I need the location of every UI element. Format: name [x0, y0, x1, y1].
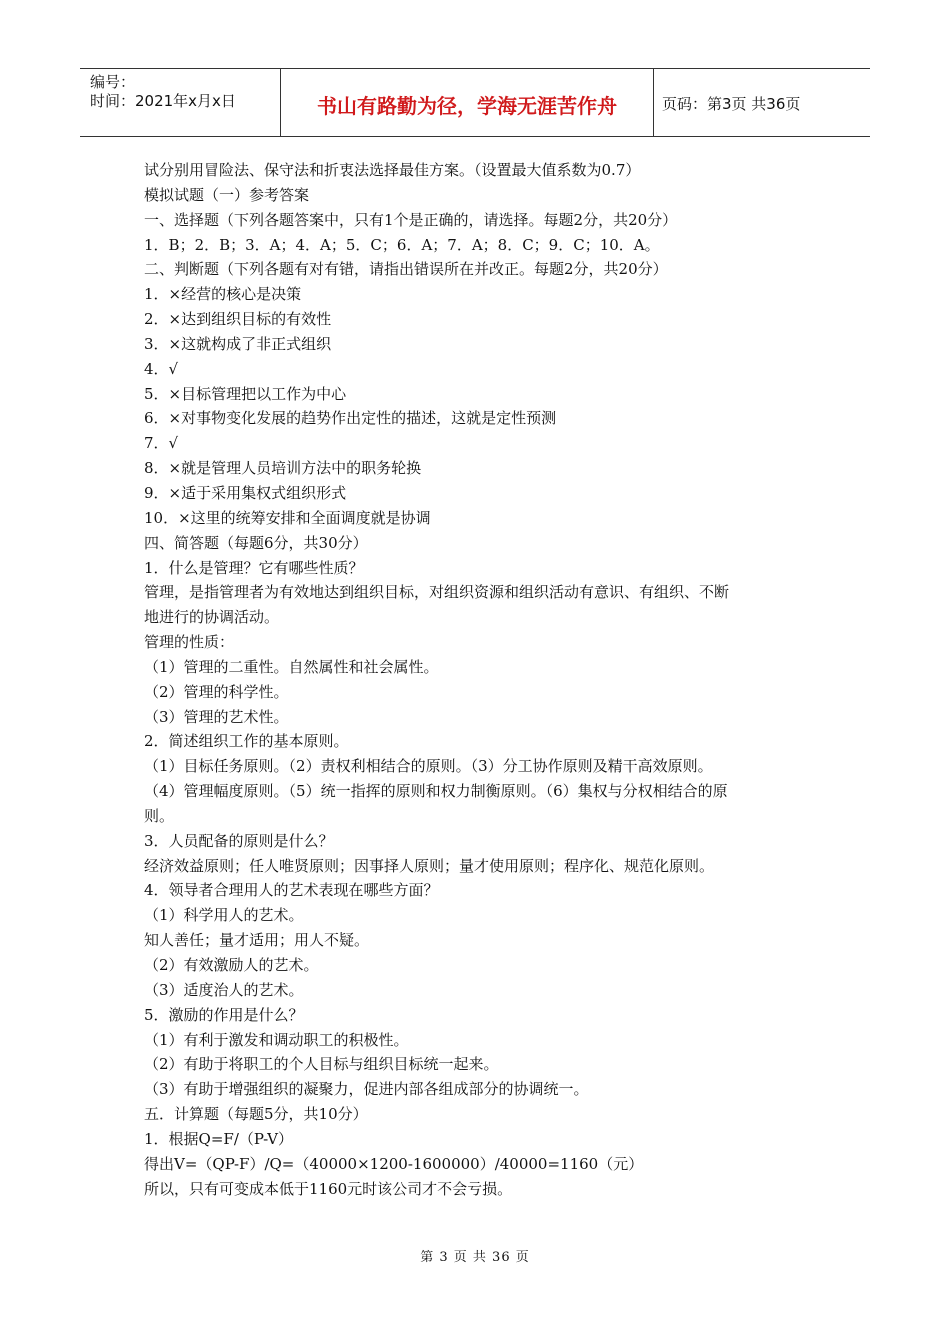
body-line: 模拟试题（一）参考答案: [144, 185, 310, 204]
body-line: 6．×对事物变化发展的趋势作出定性的描述，这就是定性预测: [144, 409, 557, 428]
body-line: 4．领导者合理用人的艺术表现在哪些方面？: [144, 881, 439, 900]
body-line: 四、简答题（每题6分，共30分）: [144, 533, 368, 552]
body-line: （3）有助于增强组织的凝聚力，促进内部各组成部分的协调统一。: [144, 1080, 589, 1099]
body-line: 管理，是指管理者为有效地达到组织目标，对组织资源和组织活动有意识、有组织、不断: [144, 583, 730, 602]
body-line: 知人善任；量才适用；用人不疑。: [144, 931, 370, 950]
body-line: 一、选择题（下列各题答案中，只有1个是正确的，请选择。每题2分，共20分）: [144, 210, 678, 229]
time-label: 时间：2021年x月x日: [90, 92, 236, 110]
number-label: 编号：: [90, 73, 136, 91]
body-line: 所以，只有可变成本低于1160元时该公司才不会亏损。: [144, 1179, 513, 1198]
body-line: （1）科学用人的艺术。: [144, 906, 304, 925]
body-line: （3）管理的艺术性。: [144, 707, 289, 726]
page-header: [80, 68, 870, 137]
body-line: （1）有利于激发和调动职工的积极性。: [144, 1030, 409, 1049]
header-meta-cell: [80, 69, 281, 136]
body-line: 得出V=（QP-F）/Q=（40000×1200-1600000）/40000=1160（元）: [144, 1154, 644, 1173]
header-page-info: 页码：第3页 共36页: [662, 95, 801, 113]
header-motto: 书山有路勤为径，学海无涯苦作舟: [281, 69, 654, 136]
body-line: 试分别用冒险法、保守法和折衷法选择最佳方案。（设置最大值系数为0.7）: [144, 161, 641, 179]
body-line: 4．√: [144, 359, 179, 378]
page-footer: 第 3 页 共 36 页: [420, 1250, 530, 1265]
body-line: 10．×这里的统筹安排和全面调度就是协调: [144, 508, 431, 527]
body-line: 1．B；2．B；3．A；4．A；5．C；6．A；7．A；8．C；9．C；10．A。: [144, 235, 660, 254]
body-line: 3．×这就构成了非正式组织: [144, 334, 332, 353]
body-line: 1．×经营的核心是决策: [144, 285, 302, 304]
body-line: （1）目标任务原则。（2）责权利相结合的原则。（3）分工协作原则及精干高效原则。: [144, 757, 713, 776]
body-line: 1．什么是管理？它有哪些性质？: [144, 558, 364, 577]
body-line: （2）有效激励人的艺术。: [144, 956, 319, 974]
body-line: 二、判断题（下列各题有对有错，请指出错误所在并改正。每题2分，共20分）: [144, 260, 668, 279]
body-line: 管理的性质：: [144, 633, 235, 652]
body-line: 则。: [144, 806, 175, 825]
body-line: 3．人员配备的原则是什么？: [144, 831, 334, 850]
body-line: 五．计算题（每题5分，共10分）: [144, 1105, 368, 1124]
body-line: 经济效益原则；任人唯贤原则；因事择人原则；量才使用原则；程序化、规范化原则。: [144, 856, 715, 875]
body-line: 5．×目标管理把以工作为中心: [144, 384, 347, 403]
body-line: 2．简述组织工作的基本原则。: [144, 732, 349, 751]
body-line: 地进行的协调活动。: [144, 608, 280, 627]
body-line: 8．×就是管理人员培训方法中的职务轮换: [144, 459, 422, 478]
body-line: 2．×达到组织目标的有效性: [144, 310, 332, 329]
body-line: 5．激励的作用是什么？: [144, 1005, 304, 1024]
body-line: （3）适度治人的艺术。: [144, 980, 304, 999]
body-line: （1）管理的二重性。自然属性和社会属性。: [144, 657, 439, 676]
body-line: 1．根据Q=F/（P-V）: [144, 1129, 293, 1148]
document-body: [144, 158, 812, 1201]
body-line: 9．×适于采用集权式组织形式: [144, 483, 347, 502]
body-line: 7．√: [144, 434, 179, 453]
body-line: （2）管理的科学性。: [144, 682, 289, 701]
body-line: （4）管理幅度原则。（5）统一指挥的原则和权力制衡原则。（6）集权与分权相结合的原: [144, 782, 728, 801]
body-line: （2）有助于将职工的个人目标与组织目标统一起来。: [144, 1055, 499, 1074]
